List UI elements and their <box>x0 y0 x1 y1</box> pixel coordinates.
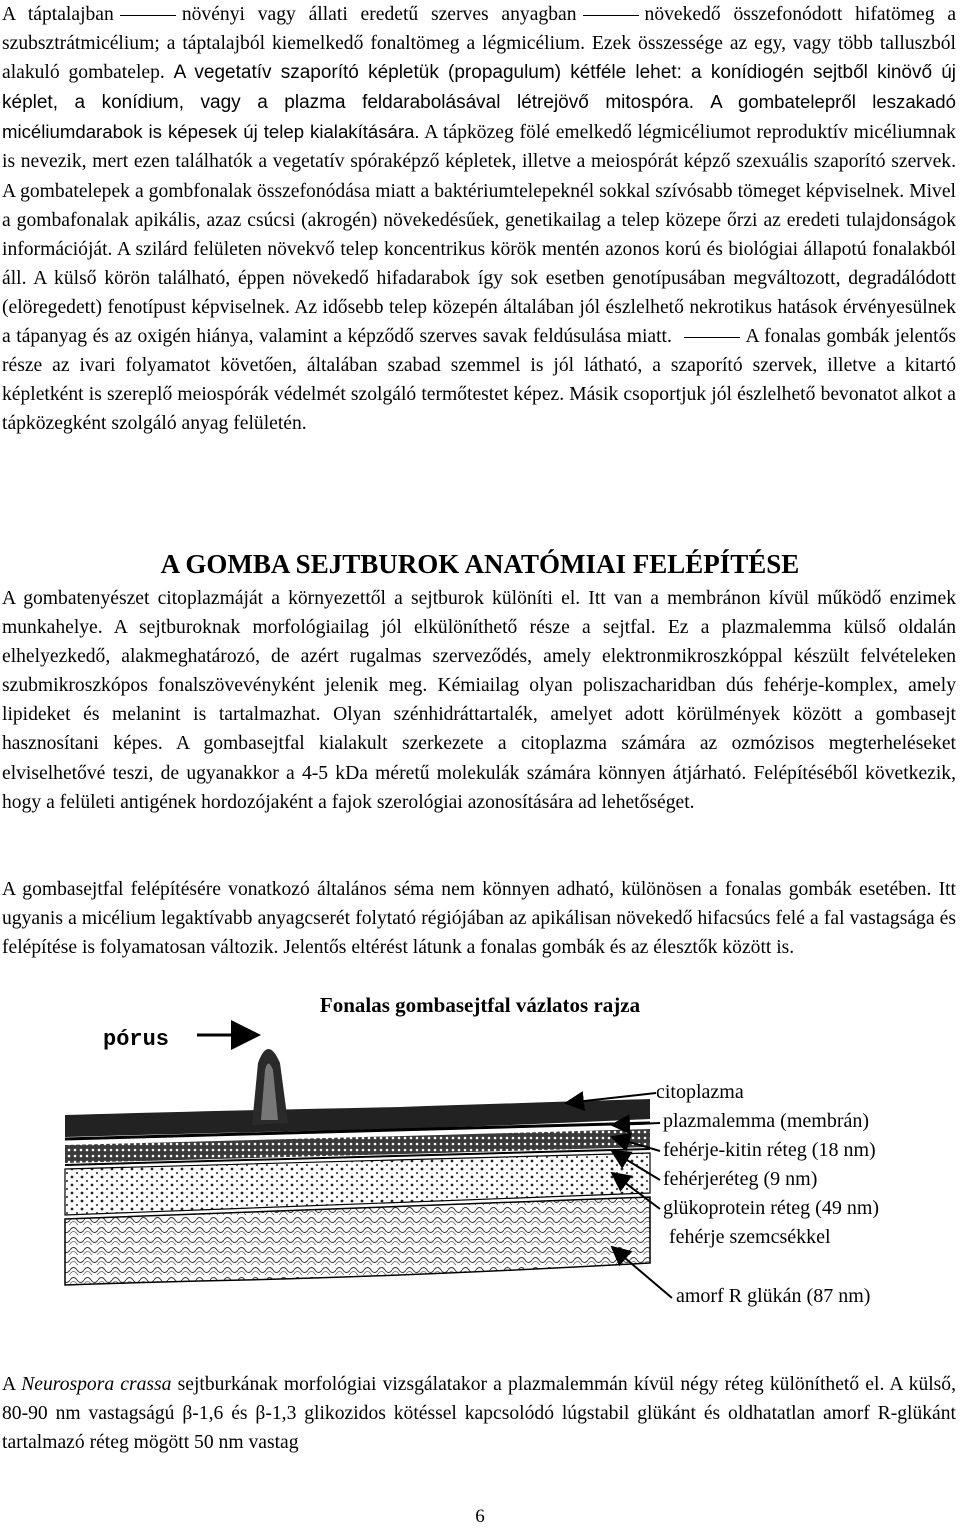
label-protein-chitin: fehérje-kitin réteg (18 nm) <box>663 1139 876 1161</box>
text-span: növényi vagy állati eredetű szerves anyagban <box>181 4 577 25</box>
text-span: A táptalajban <box>2 4 114 25</box>
paragraph-intro <box>2 0 956 438</box>
label-cytoplasm: citoplazma <box>656 1081 744 1103</box>
text-span: sejtburkának morfológiai vizsgálatakor a plazmalemmán kívül négy réteg különíthető el. A külső, 80-90 nm vastagságú β-1,6 és β-1,3 glikozidos kötéssel kapcsolódó lúgstabil glükánt és oldhatatlan amorf R-glükánt tartalmazó réteg mögött 50 nm vastag <box>2 1374 957 1454</box>
label-glucan: amorf R glükán (87 nm) <box>676 1285 871 1307</box>
section-heading: A GOMBA SEJTBUROK ANATÓMIAI FELÉPÍTÉSE <box>160 549 800 579</box>
em-dash <box>120 15 176 16</box>
em-dash <box>684 337 740 338</box>
text-span: A gombatelepről leszakadó micéliumdarabok is képesek új telep kialakítására. <box>2 91 956 143</box>
paragraph-neurospora <box>2 1370 956 1457</box>
label-plasmalemma: plazmalemma (membrán) <box>663 1110 870 1132</box>
paragraph-schema: A gombasejtfal felépítésére vonatkozó általános séma nem könnyen adható, különösen a fonalas gombák esetében. Itt ugyanis a micélium legaktívabb anyagcserét folytató régiójában az apikálisan növekedő hifacsúcs felé a fal vastagsága és felépítése is folyamatosan változik. Jelentős eltérést látunk a fonalas gombák és az élesztők között is. <box>2 879 956 959</box>
porus-label: pórus <box>103 1027 170 1052</box>
em-dash <box>583 15 639 16</box>
page-number: 6 <box>475 1506 485 1527</box>
figure-title: Fonalas gombasejtfal vázlatos rajza <box>319 993 641 1017</box>
species-name: Neurospora crassa <box>21 1374 172 1395</box>
text-span: A <box>2 1374 22 1395</box>
cell-wall-figure <box>0 1015 960 1325</box>
label-protein-granules: fehérje szemcsékkel <box>669 1226 831 1248</box>
text-span: A tápközeg fölé emelkedő légmicéliumot reproduktív micéliumnak is nevezik, mert ezen találhatók a vegetatív spóraképző képletek, illetve a meiospórát képző szexuális szaporító szervek. A gombatelepek a gombfonalak összefonódása miatt a baktériumtelepeknél sokkal szívósabb tömeget képviselnek. Mivel a gombafonalak apikális, azaz csúcsi (akrogén) növekedésűek, genetikailag a telep közepe őrzi az eredeti tulajdonságok információját. A szilárd felületen növekvő telep koncentrikus körök mentén azonos korú és biológiai állapotú fonalakból áll. A külső körön található, éppen növekedő hifadarabok így sok esetben genotípusában megváltozott, degradálódott (elöregedett) fenotípust képviselnek. Az idősebb telep közepén általában jól észlelhető nekrotikus hatások érvényesülnek a tápanyag és az oxigén hiánya, valamint a képződő szerves savak feldúsulása miatt. <box>2 122 956 348</box>
text-span: A vegetatív szaporító képletük (propagulum) kétféle lehet: a konídiogén sejtből kinövő új képlet, a konídium, vagy a plazma feldarabolásával létrejövő mitospóra. <box>2 62 956 114</box>
label-protein: fehérjeréteg (9 nm) <box>663 1168 818 1190</box>
label-glycoprotein: glükoprotein réteg (49 nm) <box>663 1197 880 1219</box>
text-span: növekedő összefonódott hifatömeg a szubsztrátmicélium; a táptalajból kiemelkedő fonaltömeg a légmicélium. Ezek összessége az egy, vagy több talluszból alakuló gombatelep. <box>2 4 957 84</box>
paragraph-cellwall: A gombatenyészet citoplazmáját a környezettől a sejtburok különíti el. Itt van a membránon kívül működő enzimek munkahelye. A sejtburoknak morfológiailag jól elkülöníthető része a sejtfal. Ez a plazmalemma külső oldalán elhelyezkedő, alakmeghatározó, de azért rugalmas szerveződés, amely elektronmikroszkóppal készült felvételeken szubmikroszkópos fonalszövevényként jelenik meg. Kémiailag olyan poliszacharidban dús fehérje-komplex, amely lipideket és melanint is tartalmazhat. Olyan szénhidráttartalék, amelyet adott körülmények között a gombasejt hasznosítani képes. A gombasejtfal kialakult szerkezete a citoplazma számára az ozmózisos megterheléseket elviselhetővé teszi, de ugyanakkor a 4-5 kDa méretű molekulák számára könnyen átjárható. Felépítéséből következik, hogy a felületi antigének hordozójaként a fajok szerológiai azonosítására ad lehetőséget. <box>2 588 956 813</box>
pore-structure <box>252 1049 288 1125</box>
text-span: A fonalas gombák jelentős része az ivari folyamatot követően, általában szabad szemmel is jól látható, a szaporító szervek, illetve a kitartó képletként is szereplő meiospórák védelmét szolgáló termőtestet képez. Másik csoportjuk jól észlelhető bevonatot alkot a tápközegként szolgáló anyag felületén. <box>2 326 956 435</box>
